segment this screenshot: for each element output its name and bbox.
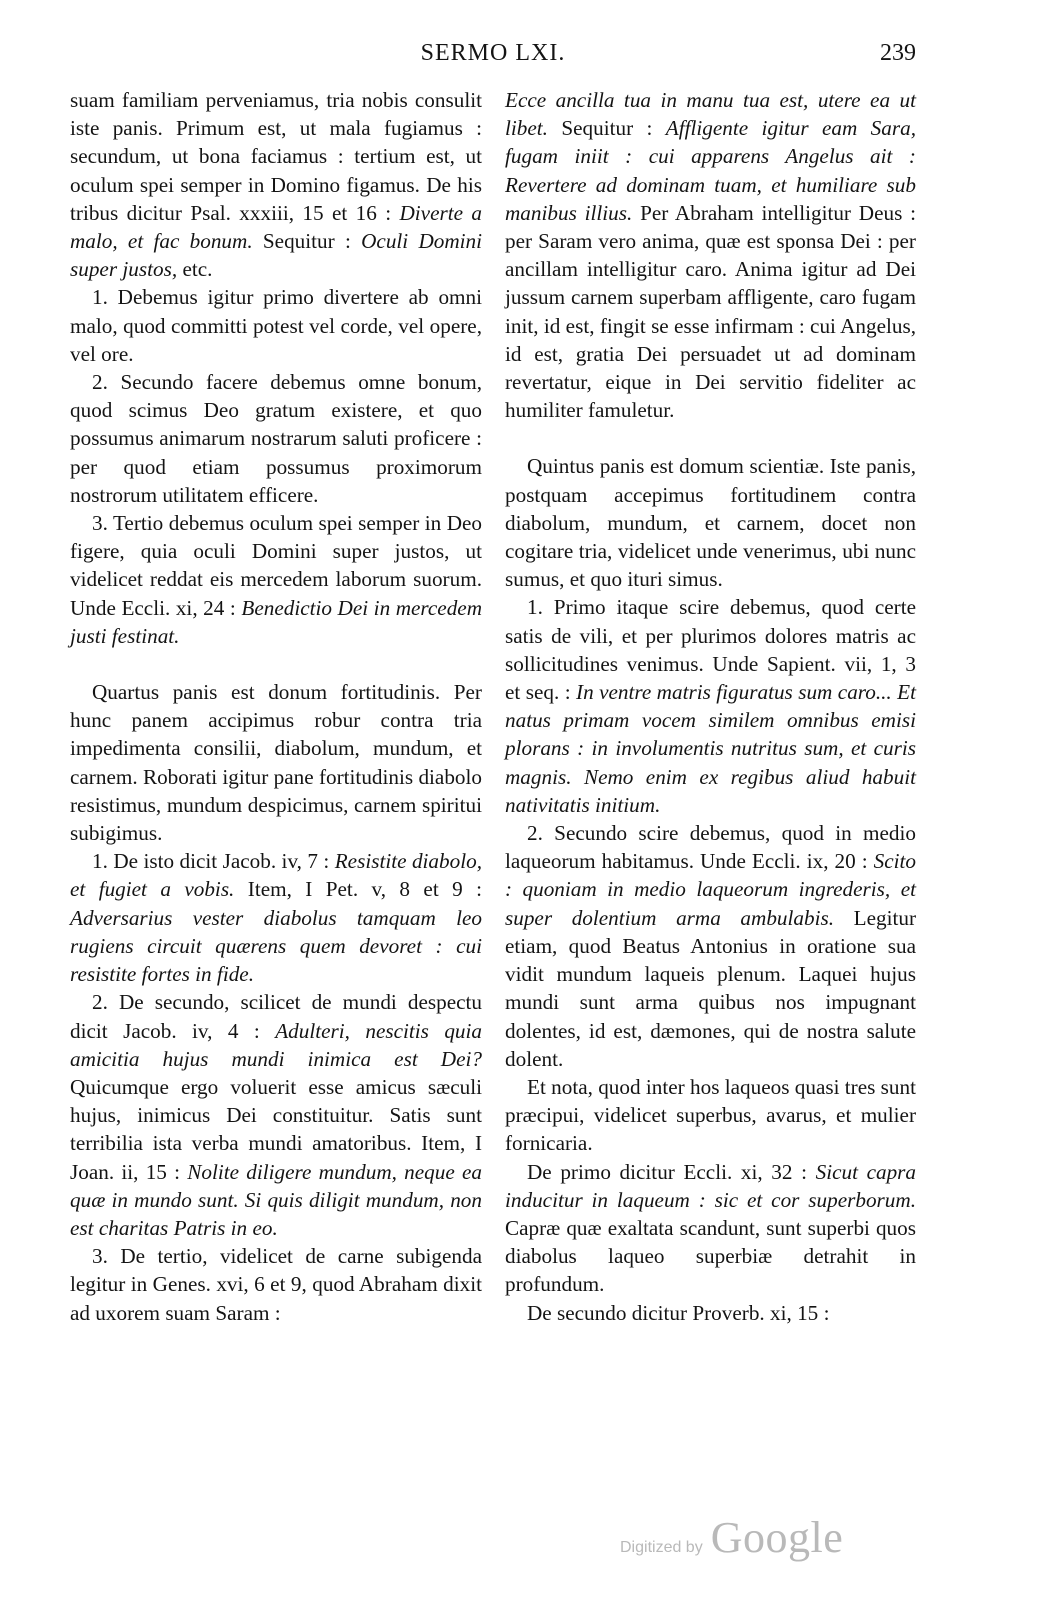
paragraph: suam familiam perveniamus, tria nobis consulit iste panis. Primum est, ut mala fugiamus : secundum, ut bona faciamus : tertium est, ut oculum spei semper in Domino figamus. De his tribus dicitur Psal. xxxiii, 15 et 16 : Diverte a malo, et fac bonum. Sequitur : Oculi Domini super justos, etc. [70,88,483,282]
page-number: 239 [880,40,916,66]
paragraph: 1. Primo itaque scire debemus, quod certe satis de vili, et per plurimos dolores matris ac sollicitudines venimus. Unde Sapient. vii, 1, 3 et seq. : In ventre matris figuratus sum caro... Et natus primam vocem similem omnibus emisi plorans : in involumentis nutritus sum, et curis magnis. Nemo enim ex regibus aliud habuit nativitatis initium. [505,595,916,817]
paragraph: 3. De tertio, videlicet de carne subigenda legitur in Genes. xvi, 6 et 9, quod Abraham dixit ad uxorem suam Saram : [70,1244,482,1325]
watermark-prefix: Digitized by [620,1539,703,1556]
section-opening-paragraph: Quartus panis est donum fortitudinis. Per hunc panem accipimus robur contra tria impedimenta consilii, diabolum, mundum, et carnem. Roborati igitur pane fortitudinis diabolo resistimus, mundum despicimus, carnem spiritui subigimus. [70,680,482,846]
page-header [70,40,916,76]
paragraph: 1. Debemus igitur primo divertere ab omni malo, quod committi potest vel corde, vel opere, vel ore. [70,285,482,366]
paragraph: 2. Secundo scire debemus, quod in medio laqueorum habitamus. Unde Eccli. ix, 20 : Scito : quoniam in medio laqueorum ingrederis, et super dolentium arma ambulabis. Legitur etiam, quod Beatus Antonius in oratione sua vidit mundum laqueis plenum. Laquei hujus mundi sunt arma quibus nos impugnant dolentes, id est, dæmones, qui de nostra salute dolent. [505,821,916,1071]
digitized-watermark [620,1512,843,1563]
paragraph: De primo dicitur Eccli. xi, 32 : Sicut capra inducitur in laqueum : sic et cor superborum. Capræ quæ exaltata scandunt, sunt superbi quos diabolus laqueo superbiæ detrahit in profundum. [505,1159,917,1297]
left-column [70,86,482,1327]
right-column [505,86,916,1327]
paragraph: 1. De isto dicit Jacob. iv, 7 : Resistite diabolo, et fugiet a vobis. Item, I Pet. v, 8 et 9 : Adversarius vester diabolus tamquam leo rugiens circuit quærens quem devoret : cui resistite fortes in fide. [70,849,482,987]
paragraph: Et nota, quod inter hos laqueos quasi tres sunt præcipui, videlicet superbus, avarus, et mulier fornicaria. [505,1074,916,1156]
paragraph: 2. De secundo, scilicet de mundi despectu dicit Jacob. iv, 4 : Adulteri, nescitis quia amicitia hujus mundi inimica est Dei? Quicumque ergo voluerit esse amicus sæculi hujus, inimicus Dei constituitur. Satis sunt terribilia ista verba mundi amatoribus. Item, I Joan. ii, 15 : Nolite diligere mundum, neque ea quæ in mundo sunt. Si quis diligit mundum, non est charitas Patris in eo. [70,990,483,1240]
running-title: SERMO LXI. [420,40,566,66]
paragraph: De secundo dicitur Proverb. xi, 15 : [527,1300,830,1325]
paragraph: 3. Tertio debemus oculum spei semper in Deo figere, quia oculi Domini super justos, ut videlicet reddat eis mercedem laborum suorum. Unde Eccli. xi, 24 : Benedictio Dei in mercedem justi festinat. [70,511,482,648]
section-opening-paragraph: Quintus panis est domum scientiæ. Iste panis, postquam accepimus fortitudinem contra diabolum, mundum, et carnem, docet non cogitare tria, videlicet unde venerimus, ubi nunc sumus, et quo ituri simus. [505,454,916,592]
paragraph: 2. Secundo facere debemus omne bonum, quod scimus Deo gratum existere, et quo possumus animarum nostrarum saluti proficere : per quod etiam possumus proximorum nostrorum utilitatem efficere. [70,370,482,507]
paragraph: Ecce ancilla tua in manu tua est, utere ea ut libet. Sequitur : Affligente igitur eam Sara, fugam iniit : cui apparens Angelus ait : Revertere ad dominam tuam, et humiliare sub manibus illius. Per Abraham intelligitur Deus : per Saram vero anima, quæ est sponsa Dei : per ancillam intelligitur caro. Anima igitur ad Dei jussum carnem superbam affligente, caro fugam init, id est, fingit se esse infirmam : cui Angelus, id est, gratia Dei persuadet ut ad dominam revertatur, eique in Dei servitio fideliter ac humiliter famuletur. [505,88,916,423]
google-logo: Google [710,1513,844,1562]
